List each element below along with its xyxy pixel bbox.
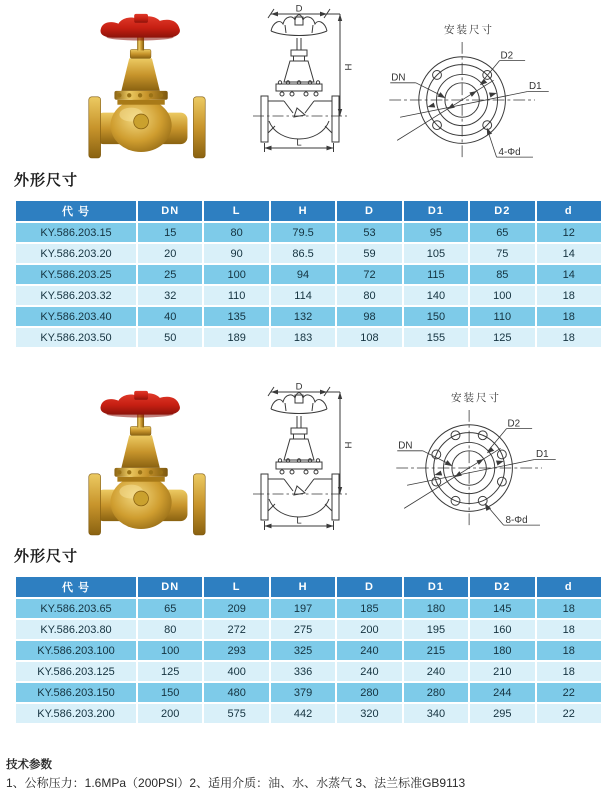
dimension-cell: 14 xyxy=(537,265,601,284)
dimension-cell: 197 xyxy=(271,599,335,618)
column-header: H xyxy=(271,577,335,597)
dimension-cell: 90 xyxy=(204,244,268,263)
dim-label-L: L xyxy=(296,137,302,149)
model-code-cell: KY.586.203.40 xyxy=(16,307,136,326)
header-row xyxy=(16,201,601,221)
dimension-cell: 125 xyxy=(138,662,202,681)
column-header: DN xyxy=(138,201,202,221)
column-header: D1 xyxy=(404,201,468,221)
dimension-cell: 160 xyxy=(470,620,534,639)
dimension-cell: 210 xyxy=(470,662,534,681)
dimension-cell: 209 xyxy=(204,599,268,618)
column-header: D xyxy=(337,201,401,221)
dimension-cell: 280 xyxy=(404,683,468,702)
table-row xyxy=(16,641,601,660)
dimension-cell: 135 xyxy=(204,307,268,326)
dimension-cell: 22 xyxy=(537,683,601,702)
installation-diagram-1 xyxy=(385,22,553,165)
dimension-cell: 275 xyxy=(271,620,335,639)
valve-photo-2 xyxy=(82,385,212,533)
dimension-cell: 400 xyxy=(204,662,268,681)
dimension-cell: 244 xyxy=(470,683,534,702)
dimension-cell: 575 xyxy=(204,704,268,723)
table-row xyxy=(16,265,601,284)
dimension-cell: 18 xyxy=(537,620,601,639)
dimension-cell: 442 xyxy=(271,704,335,723)
table-row xyxy=(16,599,601,618)
model-code-cell: KY.586.203.15 xyxy=(16,223,136,242)
table-row xyxy=(16,244,601,263)
dimension-cell: 110 xyxy=(470,307,534,326)
dim-label-D: D xyxy=(295,381,303,393)
dimension-cell: 22 xyxy=(537,704,601,723)
model-code-cell: KY.586.203.100 xyxy=(16,641,136,660)
dimension-cell: 280 xyxy=(337,683,401,702)
column-header: d xyxy=(537,577,601,597)
dimension-cell: 18 xyxy=(537,328,601,347)
dimension-cell: 132 xyxy=(271,307,335,326)
column-header: D2 xyxy=(470,577,534,597)
section-heading-2: 外形尺寸 xyxy=(14,548,79,565)
install-title: 安装尺寸 xyxy=(451,392,501,404)
table-row xyxy=(16,307,601,326)
table-row xyxy=(16,662,601,681)
dimension-cell: 85 xyxy=(470,265,534,284)
dimension-cell: 18 xyxy=(537,307,601,326)
model-code-cell: KY.586.203.125 xyxy=(16,662,136,681)
dimension-cell: 50 xyxy=(138,328,202,347)
dim-label-L: L xyxy=(296,515,302,527)
dim-label-D: D xyxy=(295,3,303,15)
dimension-cell: 32 xyxy=(138,286,202,305)
dimension-cell: 195 xyxy=(404,620,468,639)
model-code-cell: KY.586.203.200 xyxy=(16,704,136,723)
model-code-cell: KY.586.203.80 xyxy=(16,620,136,639)
dimension-cell: 140 xyxy=(404,286,468,305)
dimension-cell: 100 xyxy=(138,641,202,660)
flange-label-D2: D2 xyxy=(500,50,514,62)
dimension-cell: 100 xyxy=(204,265,268,284)
valve-dimension-drawing-1 xyxy=(250,3,353,156)
flange-label-DN: DN xyxy=(391,72,406,84)
dimensions-table-1 xyxy=(14,199,603,349)
installation-diagram-2 xyxy=(392,390,560,533)
dimension-cell: 185 xyxy=(337,599,401,618)
dimension-cell: 18 xyxy=(537,641,601,660)
dimension-cell: 272 xyxy=(204,620,268,639)
model-code-cell: KY.586.203.65 xyxy=(16,599,136,618)
dimension-cell: 340 xyxy=(404,704,468,723)
model-code-cell: KY.586.203.20 xyxy=(16,244,136,263)
dimension-cell: 180 xyxy=(404,599,468,618)
dimension-cell: 155 xyxy=(404,328,468,347)
dimension-cell: 480 xyxy=(204,683,268,702)
column-header: d xyxy=(537,201,601,221)
dimension-cell: 18 xyxy=(537,599,601,618)
install-title: 安装尺寸 xyxy=(444,24,494,36)
dimension-cell: 20 xyxy=(138,244,202,263)
dimension-cell: 325 xyxy=(271,641,335,660)
dimension-cell: 18 xyxy=(537,286,601,305)
dimension-cell: 293 xyxy=(204,641,268,660)
column-header: H xyxy=(271,201,335,221)
dimension-cell: 80 xyxy=(138,620,202,639)
column-header: L xyxy=(204,201,268,221)
dimension-cell: 80 xyxy=(337,286,401,305)
column-header: D2 xyxy=(470,201,534,221)
dimension-cell: 145 xyxy=(470,599,534,618)
table-row xyxy=(16,328,601,347)
flange-label-DN: DN xyxy=(398,440,413,452)
dimension-cell: 72 xyxy=(337,265,401,284)
section-heading-1: 外形尺寸 xyxy=(14,172,79,189)
table-row xyxy=(16,704,601,723)
dimension-cell: 65 xyxy=(138,599,202,618)
dimension-cell: 95 xyxy=(404,223,468,242)
dimension-cell: 295 xyxy=(470,704,534,723)
dimension-cell: 320 xyxy=(337,704,401,723)
dim-label-H: H xyxy=(342,63,353,71)
dimension-cell: 15 xyxy=(138,223,202,242)
column-header: 代 号 xyxy=(16,201,136,221)
dimension-cell: 108 xyxy=(337,328,401,347)
valve-dimension-drawing-2 xyxy=(250,381,353,534)
dimension-cell: 183 xyxy=(271,328,335,347)
model-code-cell: KY.586.203.50 xyxy=(16,328,136,347)
dimension-cell: 12 xyxy=(537,223,601,242)
dimension-cell: 105 xyxy=(404,244,468,263)
dimension-cell: 336 xyxy=(271,662,335,681)
dimension-cell: 200 xyxy=(337,620,401,639)
dimension-cell: 200 xyxy=(138,704,202,723)
dimension-cell: 115 xyxy=(404,265,468,284)
flange-label-D1: D1 xyxy=(529,81,542,93)
dimension-cell: 53 xyxy=(337,223,401,242)
dimension-cell: 98 xyxy=(337,307,401,326)
dimension-cell: 110 xyxy=(204,286,268,305)
dimension-cell: 25 xyxy=(138,265,202,284)
dimension-cell: 180 xyxy=(470,641,534,660)
dimension-cell: 40 xyxy=(138,307,202,326)
valve-photo-1 xyxy=(82,8,212,156)
dimension-cell: 80 xyxy=(204,223,268,242)
flange-label-D1: D1 xyxy=(536,449,549,461)
dimension-cell: 215 xyxy=(404,641,468,660)
tech-params-line: 1、公称压力：1.6MPa（200PSI）2、适用介质：油、水、水蒸气 3、法兰标准GB9113 xyxy=(6,776,466,790)
flange-label-holes: 4-Φd xyxy=(498,147,521,159)
column-header: 代 号 xyxy=(16,577,136,597)
table-row xyxy=(16,223,601,242)
dimension-cell: 75 xyxy=(470,244,534,263)
table-row xyxy=(16,620,601,639)
model-code-cell: KY.586.203.32 xyxy=(16,286,136,305)
header-row xyxy=(16,577,601,597)
dimension-cell: 379 xyxy=(271,683,335,702)
dimension-cell: 150 xyxy=(404,307,468,326)
dimension-cell: 125 xyxy=(470,328,534,347)
dimension-cell: 14 xyxy=(537,244,601,263)
dimension-cell: 240 xyxy=(337,662,401,681)
column-header: DN xyxy=(138,577,202,597)
dimensions-table-2 xyxy=(14,575,603,725)
flange-face-drawing-2 xyxy=(392,407,560,533)
dimension-cell: 240 xyxy=(337,641,401,660)
model-code-cell: KY.586.203.25 xyxy=(16,265,136,284)
column-header: D xyxy=(337,577,401,597)
dimension-cell: 65 xyxy=(470,223,534,242)
flange-face-drawing-1 xyxy=(385,39,553,165)
model-code-cell: KY.586.203.150 xyxy=(16,683,136,702)
flange-label-holes: 8-Φd xyxy=(505,515,528,527)
table-row xyxy=(16,683,601,702)
flange-label-D2: D2 xyxy=(507,418,521,430)
dim-label-H: H xyxy=(342,441,353,449)
dimension-cell: 240 xyxy=(404,662,468,681)
column-header: D1 xyxy=(404,577,468,597)
tech-params-title: 技术参数 xyxy=(6,759,52,771)
dimension-cell: 79.5 xyxy=(271,223,335,242)
column-header: L xyxy=(204,577,268,597)
dimension-cell: 114 xyxy=(271,286,335,305)
dimension-cell: 86.5 xyxy=(271,244,335,263)
dimension-cell: 59 xyxy=(337,244,401,263)
dimension-cell: 150 xyxy=(138,683,202,702)
dimension-cell: 18 xyxy=(537,662,601,681)
table-row xyxy=(16,286,601,305)
dimension-cell: 100 xyxy=(470,286,534,305)
dimension-cell: 189 xyxy=(204,328,268,347)
dimension-cell: 94 xyxy=(271,265,335,284)
